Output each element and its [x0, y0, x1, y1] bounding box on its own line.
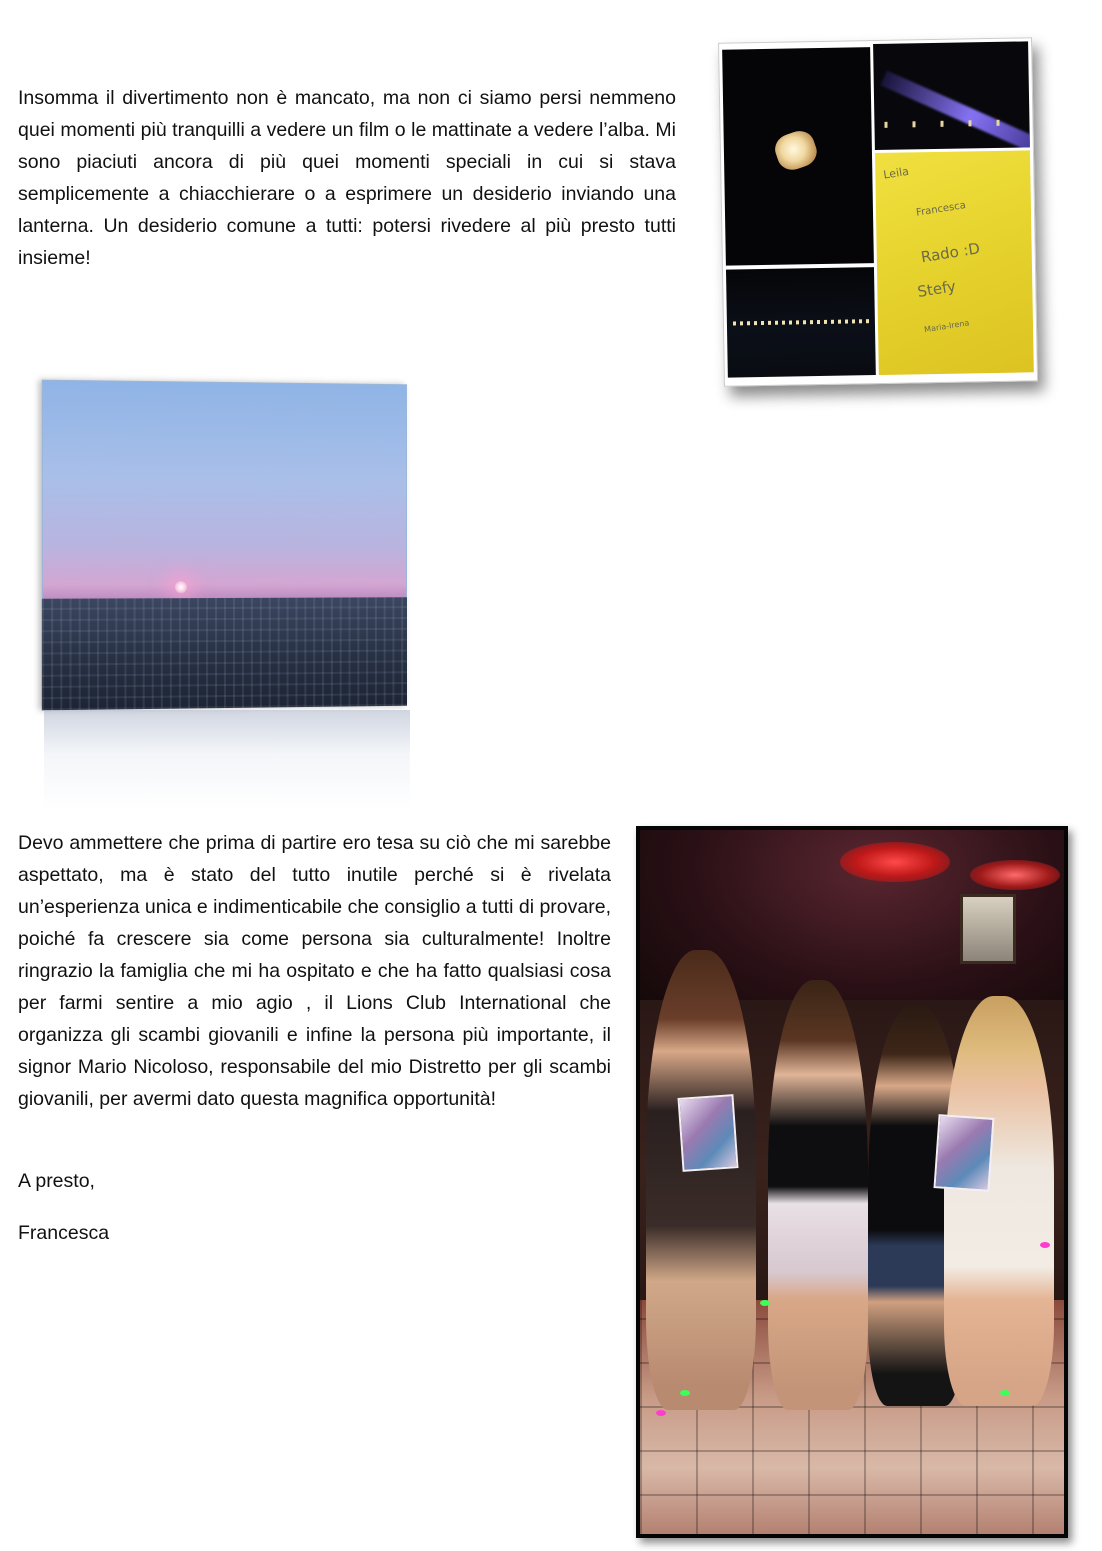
shore-lights	[733, 319, 871, 325]
disco-light	[1000, 1390, 1010, 1396]
paragraph-lantern: Insomma il divertimento non è mancato, ma non ci siamo persi nemmeno quei momenti più tranquilli a vedere un film o le mattinate a vedere l’alba. Mi sono piaciuti ancora di più quei momenti speciali in cui si stava semplicemente a chiacchierare o a esprimere un desiderio inviando una lanterna. Un desiderio comune a tutti: potersi rivedere al più presto tutti insieme!	[18, 87, 676, 269]
sunrise-photo-reflection	[44, 710, 410, 810]
handwriting-rado: Rado :D	[919, 239, 982, 267]
signature: Francesca	[18, 1222, 110, 1244]
disco-light	[760, 1300, 770, 1306]
handwriting-maria-irena: Maria-Irena	[923, 318, 970, 335]
photo-booklet-1	[677, 1094, 738, 1172]
night-shore-photo	[726, 267, 876, 378]
group-photo	[636, 826, 1068, 1538]
disco-light	[1040, 1242, 1050, 1248]
handwriting-francesca: Francesca	[915, 200, 967, 219]
person-4	[944, 996, 1054, 1406]
city-skyline	[42, 597, 407, 710]
disco-light	[656, 1410, 666, 1416]
handwriting-stefy: Stefy	[916, 277, 958, 301]
lantern-light	[771, 127, 821, 174]
person-2	[768, 980, 868, 1410]
disco-light	[680, 1390, 690, 1396]
night-beam-photo	[873, 41, 1030, 150]
lantern-photo	[722, 47, 874, 266]
closing-line: A presto,	[18, 1170, 95, 1192]
handwriting-leila: Leila	[882, 164, 910, 182]
red-lamp-2	[970, 860, 1060, 890]
light-beam	[880, 71, 1029, 150]
person-1	[646, 950, 756, 1410]
photo-collage	[718, 37, 1038, 386]
wall-portrait	[960, 894, 1016, 964]
sun	[175, 581, 187, 593]
red-lamp	[840, 842, 950, 882]
photo-booklet-2	[933, 1114, 994, 1192]
signed-lantern-photo	[875, 150, 1034, 375]
paragraph-thanks: Devo ammettere che prima di partire ero tesa su ciò che mi sarebbe aspettato, ma è stato del tutto inutile perché si è rivelata un’esperienza unica e indimenticabile che consiglio a tutti di provare, poiché fa crescere sia come persona sia culturalmente! Inoltre ringrazio la famiglia che mi ha ospitato e che ha fatto qualsiasi cosa per farmi sentire a mio agio , il Lions Club International che organizza gli scambi giovanili e infine la persona più importante, il signor Mario Nicoloso, responsabile del mio Distretto per gli scambi giovanili, per avermi dato questa magnifica opportunità!	[18, 832, 611, 1110]
sunrise-photo	[42, 380, 407, 711]
